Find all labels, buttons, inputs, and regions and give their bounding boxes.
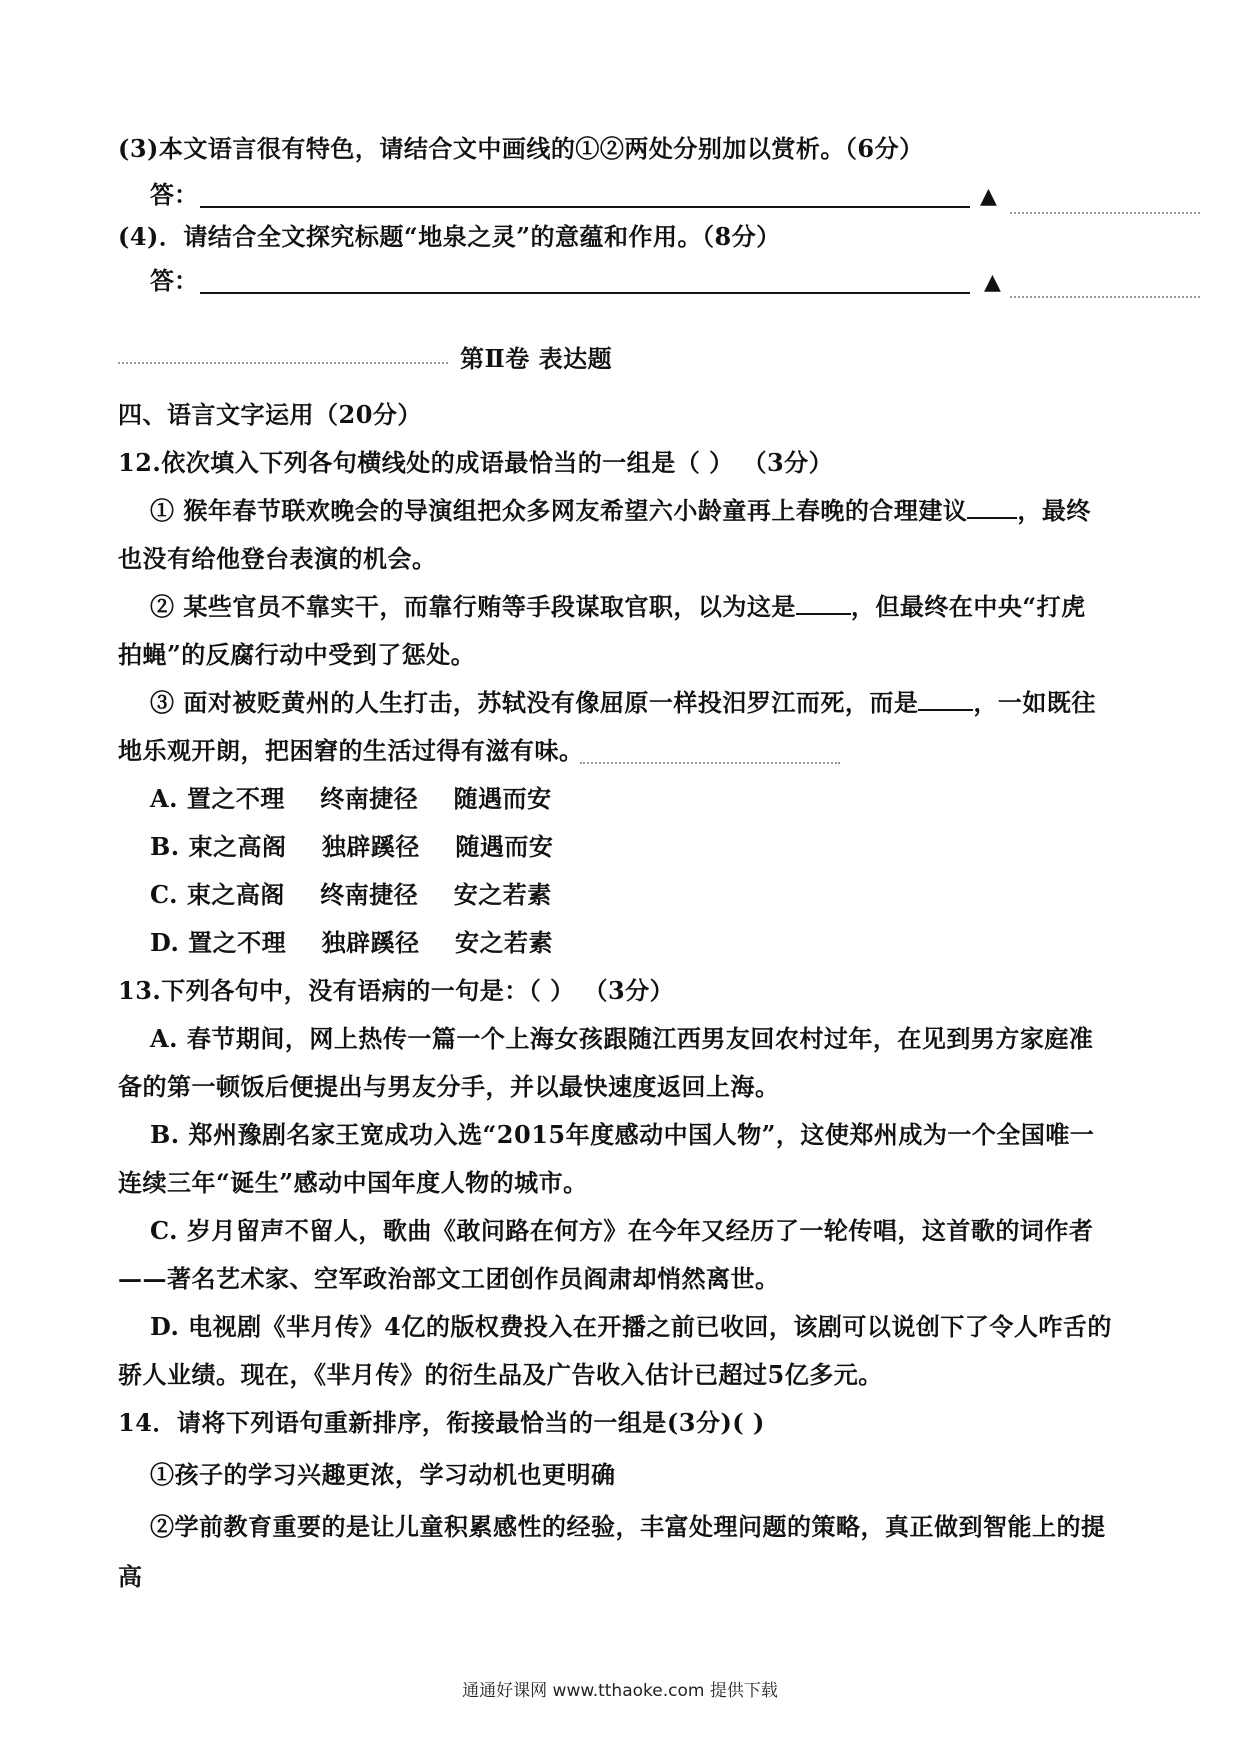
q12-s2-cont: 拍蝇”的反腐行动中受到了惩处。 xyxy=(118,640,476,669)
q12-option-c[interactable]: C. 束之高阁 终南捷径 安之若素 xyxy=(150,880,552,909)
q14-sentence-2: ②学前教育重要的是让儿童积累感性的经验，丰富处理问题的策略，真正做到智能上的提 xyxy=(150,1512,1106,1541)
q12-s3-text: ③ 面对被贬黄州的人生打击，苏轼没有像屈原一样投汨罗江而死，而是 xyxy=(150,688,919,717)
q12-option-b[interactable]: B. 束之高阁 独辟蹊径 随遇而安 xyxy=(150,832,554,861)
q13-prompt: 13.下列各句中，没有语病的一句是：（ ） （3分） xyxy=(118,976,675,1005)
dotted-leader xyxy=(1010,296,1200,298)
q12-s2-tail: ，但最终在中央“打虎 xyxy=(850,592,1086,621)
q3-triangle-icon: ▲ xyxy=(980,184,997,209)
dotted-leader xyxy=(1010,212,1200,214)
q13-option-a[interactable]: A. 春节期间，网上热传一篇一个上海女孩跟随江西男友回农村过年，在见到男方家庭准 xyxy=(150,1024,1094,1053)
part-title: 第Ⅱ卷 表达题 xyxy=(460,344,613,373)
q12-s3-cont: 地乐观开朗，把困窘的生活过得有滋有味。 xyxy=(118,736,584,765)
q3-answer-line[interactable] xyxy=(200,206,970,208)
q13-option-c[interactable]: C. 岁月留声不留人，歌曲《敢问路在何方》在今年又经历了一轮传唱，这首歌的词作者 xyxy=(150,1216,1094,1245)
q13-option-b[interactable]: B. 郑州豫剧名家王宽成功入选“2015年度感动中国人物”，这使郑州成为一个全国唯一 xyxy=(150,1120,1095,1149)
q4-prompt: (4)．请结合全文探究标题“地泉之灵”的意蕴和作用。（8分） xyxy=(118,222,781,251)
page-footer: 通通好课网 www.tthaoke.com 提供下载 xyxy=(462,1681,778,1701)
q12-s3-tail: ，一如既往 xyxy=(973,688,1096,717)
q12-sentence-3 xyxy=(150,686,1240,720)
q12-s1-cont: 也没有给他登台表演的机会。 xyxy=(118,544,437,573)
q12-s1-text: ① 猴年春节联欢晚会的导演组把众多网友希望六小龄童再上春晚的合理建议 xyxy=(150,496,968,525)
q12-s1-tail: ，最终 xyxy=(1017,496,1091,525)
q13-option-c-cont: ——著名艺术家、空军政治部文工团创作员阎肃却悄然离世。 xyxy=(118,1264,780,1293)
q12-s2-text: ② 某些官员不靠实干，而靠行贿等手段谋取官职，以为这是 xyxy=(150,592,796,621)
q12-prompt: 12.依次填入下列各句横线处的成语最恰当的一组是（ ） （3分） xyxy=(118,448,834,477)
q13-option-d[interactable]: D. 电视剧《芈月传》4亿的版权费投入在开播之前已收回，该剧可以说创下了令人咋舌的 xyxy=(150,1312,1112,1341)
q4-answer-label: 答： xyxy=(150,266,198,295)
q4-triangle-icon: ▲ xyxy=(984,270,1001,295)
q14-sentence-2-cont: 高 xyxy=(118,1562,143,1591)
dotted-leader xyxy=(118,362,448,364)
blank-2[interactable] xyxy=(796,591,851,615)
q14-sentence-1: ①孩子的学习兴趣更浓，学习动机也更明确 xyxy=(150,1460,616,1489)
q12-option-a[interactable]: A. 置之不理 终南捷径 随遇而安 xyxy=(150,784,552,813)
q3-prompt: (3)本文语言很有特色，请结合文中画线的①②两处分别加以赏析。（6分） xyxy=(118,134,924,163)
q13-option-d-cont: 骄人业绩。现在，《芈月传》的衍生品及广告收入估计已超过5亿多元。 xyxy=(118,1360,883,1389)
q3-answer-label: 答： xyxy=(150,180,198,209)
q4-answer-line[interactable] xyxy=(200,292,970,294)
q13-option-a-cont: 备的第一顿饭后便提出与男友分手，并以最快速度返回上海。 xyxy=(118,1072,780,1101)
q12-sentence-2 xyxy=(150,590,1240,624)
dotted-leader xyxy=(580,762,840,764)
blank-1[interactable] xyxy=(967,495,1017,519)
q12-sentence-1 xyxy=(150,494,1240,528)
section-title: 四、语言文字运用（20分） xyxy=(118,400,422,429)
q12-option-d[interactable]: D. 置之不理 独辟蹊径 安之若素 xyxy=(150,928,554,957)
q13-option-b-cont: 连续三年“诞生”感动中国年度人物的城市。 xyxy=(118,1168,588,1197)
blank-3[interactable] xyxy=(918,687,973,711)
q14-prompt: 14．请将下列语句重新排序，衔接最恰当的一组是(3分)( ) xyxy=(118,1408,765,1437)
